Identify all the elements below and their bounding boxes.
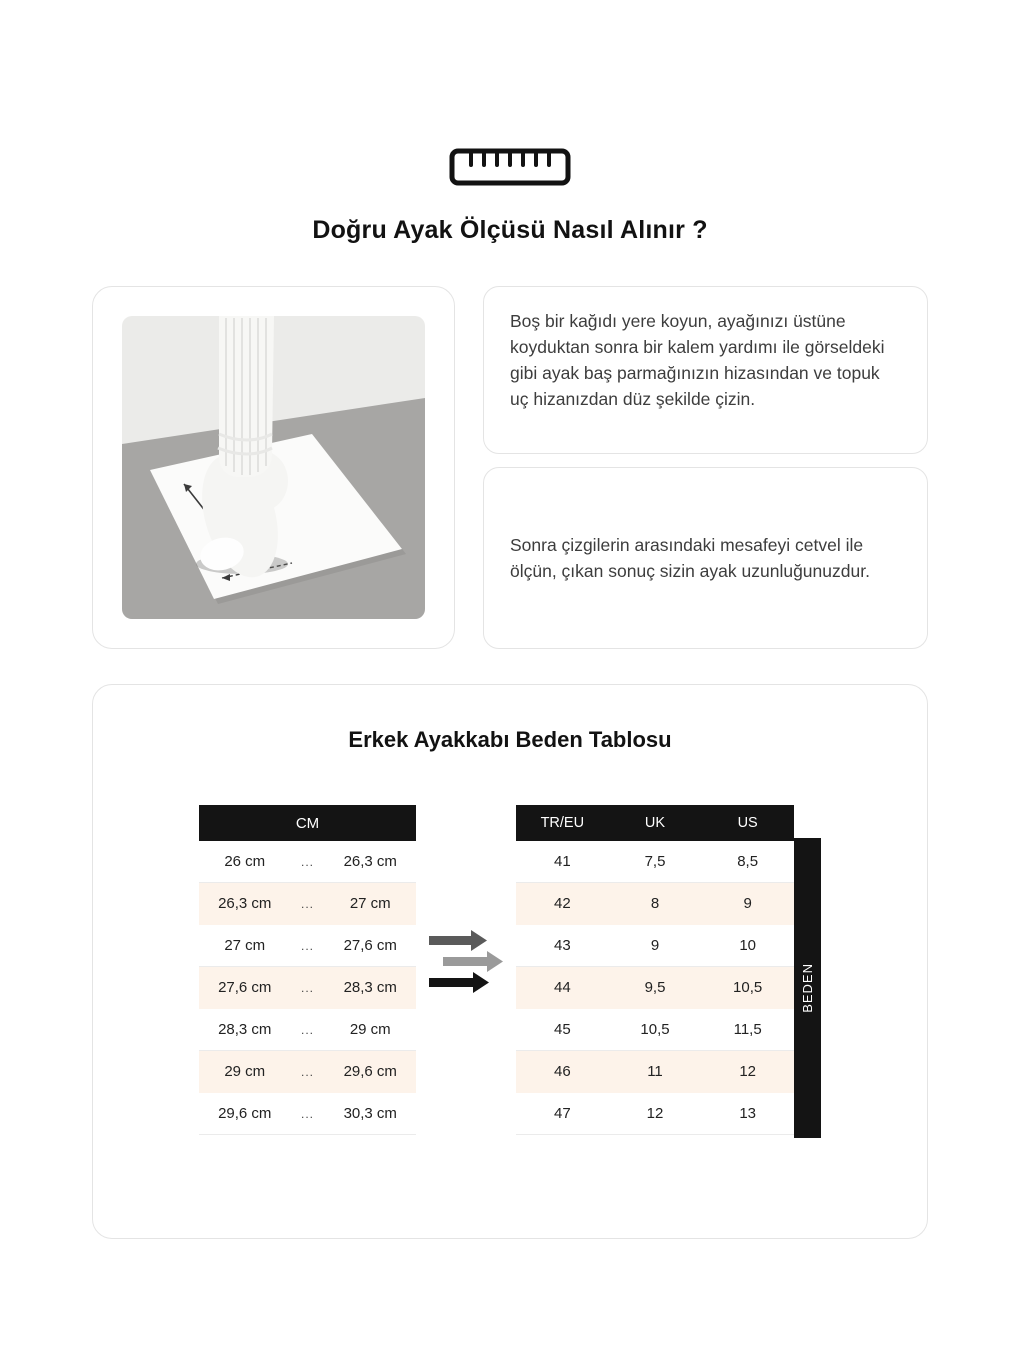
- size-tr-eu: 46: [553, 1063, 571, 1080]
- measurement-photo-card: [92, 286, 455, 649]
- instruction-step-1: [483, 286, 928, 454]
- cm-to: 29 cm: [349, 1021, 391, 1038]
- cm-to: 27,6 cm: [343, 937, 397, 954]
- cm-table-row: [199, 1093, 416, 1135]
- size-table-row: [516, 1093, 794, 1135]
- cm-range-dots: ...: [300, 896, 314, 911]
- size-uk: 9,5: [644, 979, 666, 996]
- cm-table-row: [199, 967, 416, 1009]
- cm-to: 26,3 cm: [343, 853, 397, 870]
- cm-table-row: [199, 841, 416, 883]
- conversion-arrows-icon: [416, 927, 516, 1005]
- cm-from: 26,3 cm: [218, 895, 272, 912]
- size-uk: 7,5: [644, 853, 666, 870]
- cm-to: 28,3 cm: [343, 979, 397, 996]
- header-us: US: [737, 815, 758, 831]
- instructions-row: [92, 286, 928, 649]
- cm-to: 30,3 cm: [343, 1105, 397, 1122]
- page-title: Doğru Ayak Ölçüsü Nasıl Alınır ?: [312, 216, 708, 244]
- size-uk: 9: [650, 937, 660, 954]
- size-table-row: [516, 841, 794, 883]
- instruction-step-2: [483, 467, 928, 649]
- size-tr-eu: 45: [553, 1021, 571, 1038]
- cm-range-dots: ...: [300, 1022, 314, 1037]
- cm-to: 29,6 cm: [343, 1063, 397, 1080]
- cm-table-row: [199, 883, 416, 925]
- size-us: 8,5: [737, 853, 759, 870]
- cm-table-row: [199, 1009, 416, 1051]
- size-uk: 10,5: [640, 1021, 670, 1038]
- size-tr-eu: 41: [553, 853, 571, 870]
- size-us: 10: [739, 937, 756, 954]
- cm-table-row: [199, 1051, 416, 1093]
- foot-measurement-photo: [122, 316, 425, 619]
- ruler-icon: [0, 0, 1020, 186]
- size-uk: 8: [650, 895, 660, 912]
- cm-from: 29,6 cm: [218, 1105, 272, 1122]
- size-us: 13: [739, 1105, 756, 1122]
- beden-side-bar: [794, 838, 821, 1138]
- size-table-row: [516, 967, 794, 1009]
- size-table-card: [92, 684, 928, 1239]
- cm-table: [199, 805, 416, 1135]
- size-table-row: [516, 1009, 794, 1051]
- cm-range-dots: ...: [300, 854, 314, 869]
- instruction-boxes: [483, 286, 928, 649]
- size-table-wrap: [516, 805, 815, 1135]
- size-table-row: [516, 925, 794, 967]
- cm-range-dots: ...: [300, 1106, 314, 1121]
- size-us: 9: [743, 895, 752, 912]
- cm-range-dots: ...: [300, 980, 314, 995]
- cm-table-row: [199, 925, 416, 967]
- cm-header-label: CM: [295, 814, 320, 832]
- size-table: [516, 805, 794, 1135]
- size-table-header: [516, 805, 794, 841]
- cm-from: 27 cm: [224, 937, 266, 954]
- size-us: 11,5: [733, 1021, 762, 1038]
- header-uk: UK: [644, 815, 666, 831]
- size-table-title: Erkek Ayakkabı Beden Tablosu: [348, 727, 672, 752]
- size-uk: 12: [646, 1105, 664, 1122]
- cm-to: 27 cm: [349, 895, 391, 912]
- beden-label: BEDEN: [800, 963, 815, 1013]
- size-us: 12: [739, 1063, 756, 1080]
- size-table-row: [516, 883, 794, 925]
- size-table-row: [516, 1051, 794, 1093]
- cm-from: 28,3 cm: [218, 1021, 272, 1038]
- size-tr-eu: 42: [553, 895, 571, 912]
- instruction-step-1-text: Boş bir kağıdı yere koyun, ayağınızı üstüne koyduktan sonra bir kalem yardımı ile görseldeki gibi ayak baş parmağınızın hizasından ve topuk uç hizanızdan düz şekilde çizin.: [510, 311, 885, 409]
- cm-range-dots: ...: [300, 1064, 314, 1079]
- size-tr-eu: 47: [553, 1105, 571, 1122]
- cm-table-header: [199, 805, 416, 841]
- header-tr-eu: TR/EU: [540, 815, 585, 831]
- size-tr-eu: 43: [553, 937, 571, 954]
- cm-from: 26 cm: [224, 853, 266, 870]
- size-us: 10,5: [733, 979, 763, 996]
- cm-from: 27,6 cm: [218, 979, 272, 996]
- size-tables: [93, 805, 927, 1135]
- cm-from: 29 cm: [224, 1063, 266, 1080]
- size-uk: 11: [647, 1063, 663, 1080]
- cm-range-dots: ...: [300, 938, 314, 953]
- size-tr-eu: 44: [553, 979, 571, 996]
- instruction-step-2-text: Sonra çizgilerin arasındaki mesafeyi cetvel ile ölçün, çıkan sonuç sizin ayak uzunluğunuzdur.: [510, 535, 870, 581]
